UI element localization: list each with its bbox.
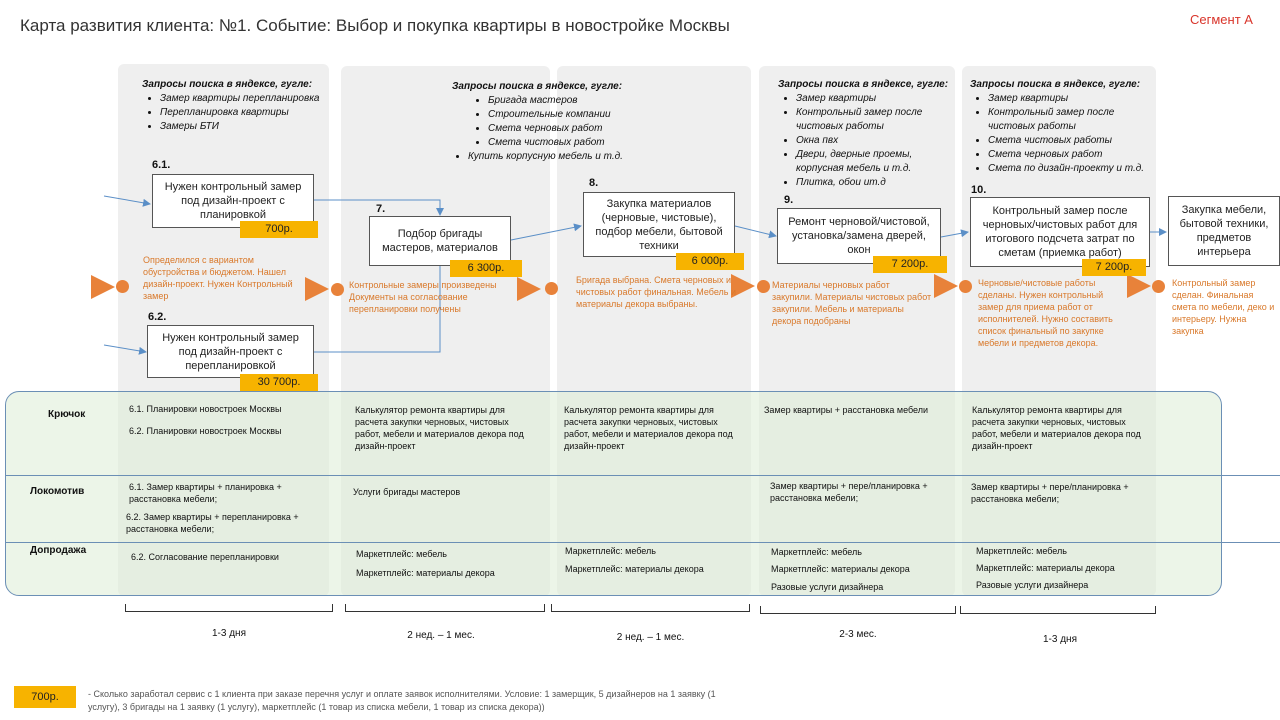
queries-heading: Запросы поиска в яндексе, гугле: — [452, 81, 623, 92]
band-cell: Маркетплейс: мебель — [356, 549, 447, 559]
duration-bracket — [960, 606, 1156, 614]
stage-dot-5 — [959, 280, 972, 293]
band-cell: Калькулятор ремонта квартиры для расчета закупки черновых, чистовых работ, мебели и материалов декора под дизайн-проект — [972, 405, 1141, 451]
price-badge: 30 700р. — [240, 374, 318, 391]
step-number: 6.2. — [148, 311, 167, 323]
query-item: • Смета черновых работ — [988, 148, 1152, 162]
stage-note-4: Материалы черновых работ закупили. Материалы чистовых работ закупили. Мебель и материалы декора подобраны — [772, 280, 932, 326]
query-item: • Смета чистовых работы — [988, 134, 1152, 148]
band-cell: Разовые услуги дизайнера — [771, 582, 884, 592]
price-badge: 7 200р. — [1082, 259, 1146, 276]
band-label-upsell: Допродажа — [30, 545, 87, 556]
band-cell: Маркетплейс: материалы декора — [356, 568, 495, 578]
step-number: 8. — [589, 177, 599, 189]
stage-note-5: Черновые/чистовые работы сделаны. Нужен контрольный замер для приема работ от исполнителей. Нужно составить список финальный по закупке мебели и предметов декора. — [978, 278, 1113, 348]
duration-bracket — [551, 604, 750, 612]
stage-note-3: Бригада выбрана. Смета черновых и чистовых работ финальная. Мебель и материалы декора выбраны. — [576, 275, 737, 309]
band-cell: Маркетплейс: мебель — [976, 546, 1067, 556]
band-cell: Разовые услуги дизайнера — [976, 580, 1089, 590]
query-item: • Бригада мастеров — [488, 94, 660, 108]
band-cell: 6.2. Замер квартиры + перепланировка + расстановка мебели; — [126, 512, 299, 534]
duration-bracket — [760, 606, 956, 614]
duration-label: 2-3 мес. — [839, 629, 877, 640]
queries-heading: Запросы поиска в яндексе, гугле: — [142, 79, 313, 90]
band-cell: 6.2. Согласование перепланировки — [131, 552, 279, 562]
band-cell: Маркетплейс: мебель — [771, 547, 862, 557]
segment-label: Сегмент А — [1190, 12, 1253, 27]
stage-note-2: Контрольные замеры произведены Документы на согласование перепланировки получены — [349, 280, 497, 314]
band-divider — [5, 542, 1280, 543]
query-item: • Замеры БТИ — [160, 120, 327, 134]
price-badge: 6 300р. — [450, 260, 522, 277]
queries-heading: Запросы поиска в яндексе, гугле: — [778, 79, 949, 90]
stage-note-1: Определился с вариантом обустройства и бюджетом. Нашел дизайн-проект. Нужен Контрольный замер — [143, 255, 293, 301]
band-cell: Маркетплейс: материалы декора — [771, 564, 910, 574]
queries-heading: Запросы поиска в яндексе, гугле: — [970, 79, 1141, 90]
step-box-6-2: Нужен контрольный замер под дизайн-проект с перепланировкой — [147, 325, 314, 378]
stage-dot-1 — [116, 280, 129, 293]
price-badge: 6 000р. — [676, 253, 744, 270]
band-label-hook: Крючок — [48, 409, 86, 420]
stage-dot-3 — [545, 282, 558, 295]
step-box-11: Закупка мебели, бытовой техники, предметов интерьера — [1168, 196, 1280, 266]
band-cell: Маркетплейс: материалы декора — [565, 564, 704, 574]
duration-label: 2 нед. – 1 мес. — [407, 630, 475, 641]
page-title: Карта развития клиента: №1. Событие: Выбор и покупка квартиры в новостройке Москвы — [20, 16, 730, 35]
price-badge: 700р. — [240, 221, 318, 238]
step-box-9: Ремонт черновой/чистовой, установка/замена дверей, окон — [777, 208, 941, 264]
band-cell: Калькулятор ремонта квартиры для расчета закупки черновых, чистовых работ, мебели и материалов декора под дизайн-проект — [564, 405, 733, 451]
query-item: • Смета чистовых работ — [488, 136, 660, 150]
stage-dot-4 — [757, 280, 770, 293]
query-item: • Контрольный замер после чистовых работы — [796, 106, 958, 134]
query-item: • Смета черновых работ — [488, 122, 660, 136]
band-divider — [5, 475, 1280, 476]
legend-text: - Сколько заработал сервис с 1 клиента при заказе перечня услуг и оплате заявок исполнителями. Условие: 1 замерщик, 5 дизайнеров на 1 заявку (1 услугу), 3 бригады на 1 заявку (1 услугу), маркетплейс (1 товар из списка мебели, 1 товар из списка декора)) — [88, 689, 716, 712]
query-item: • Замер квартиры перепланировка — [160, 92, 327, 106]
band-cell: 6.1. Замер квартиры + планировка + расстановка мебели; — [129, 482, 282, 504]
duration-bracket — [345, 604, 545, 612]
query-item: • Перепланировка квартиры — [160, 106, 327, 120]
band-cell: Замер квартиры + пере/планировка + расстановка мебели; — [770, 481, 928, 503]
query-item: • Окна пвх — [796, 134, 958, 148]
legend-price-badge: 700р. — [14, 686, 76, 708]
step-number: 7. — [376, 203, 386, 215]
stage-dot-6 — [1152, 280, 1165, 293]
query-item: • Замер квартиры — [988, 92, 1152, 106]
step-box-7: Подбор бригады мастеров, материалов — [369, 216, 511, 266]
band-cell: Замер квартиры + пере/планировка + расстановка мебели; — [971, 482, 1129, 504]
price-badge: 7 200р. — [873, 256, 947, 273]
stage-dot-2 — [331, 283, 344, 296]
band-cell: 6.1. Планировки новостроек Москвы — [129, 404, 282, 414]
band-cell: Калькулятор ремонта квартиры для расчета закупки черновых, чистовых работ, мебели и материалов декора под дизайн-проект — [355, 405, 524, 451]
query-item: • Плитка, обои ит.д — [796, 176, 958, 190]
query-item: • Купить корпусную мебель и т.д. — [468, 150, 660, 164]
step-box-8: Закупка материалов (черновые, чистовые), подбор мебели, бытовой техники — [583, 192, 735, 257]
band-cell: Услуги бригады мастеров — [353, 487, 461, 497]
query-item: • Смета по дизайн-проекту и т.д. — [988, 162, 1152, 176]
duration-label: 2 нед. – 1 мес. — [616, 632, 685, 643]
duration-label: 1-3 дня — [1042, 634, 1077, 645]
band-cell: Замер квартиры + расстановка мебели — [764, 405, 929, 415]
query-item: • Двери, дверные проемы, корпусная мебель и т.д. — [796, 148, 958, 176]
band-cell: Маркетплейс: мебель — [565, 546, 656, 556]
query-item: • Контрольный замер после чистовых работы — [988, 106, 1152, 134]
step-box-10: Контрольный замер после черновых/чистовых работ для итогового подсчета затрат по сметам (приемка работ) — [970, 197, 1150, 267]
step-number: 10. — [971, 184, 987, 196]
query-item: • Замер квартиры — [796, 92, 958, 106]
stage-note-6: Контрольный замер сделан. Финальная смета по мебели, деко и интерьеру. Нужна закупка — [1172, 278, 1275, 336]
query-item: • Строительные компании — [488, 108, 660, 122]
duration-bracket — [125, 604, 333, 612]
band-label-locomotive: Локомотив — [30, 486, 85, 497]
step-number: 6.1. — [152, 159, 171, 171]
duration-label: 1-3 дня — [211, 628, 246, 639]
band-cell: 6.2. Планировки новостроек Москвы — [129, 426, 282, 436]
step-number: 9. — [784, 194, 794, 206]
band-cell: Маркетплейс: материалы декора — [976, 563, 1115, 573]
step-box-6-1: Нужен контрольный замер под дизайн-проект с планировкой — [152, 174, 314, 228]
